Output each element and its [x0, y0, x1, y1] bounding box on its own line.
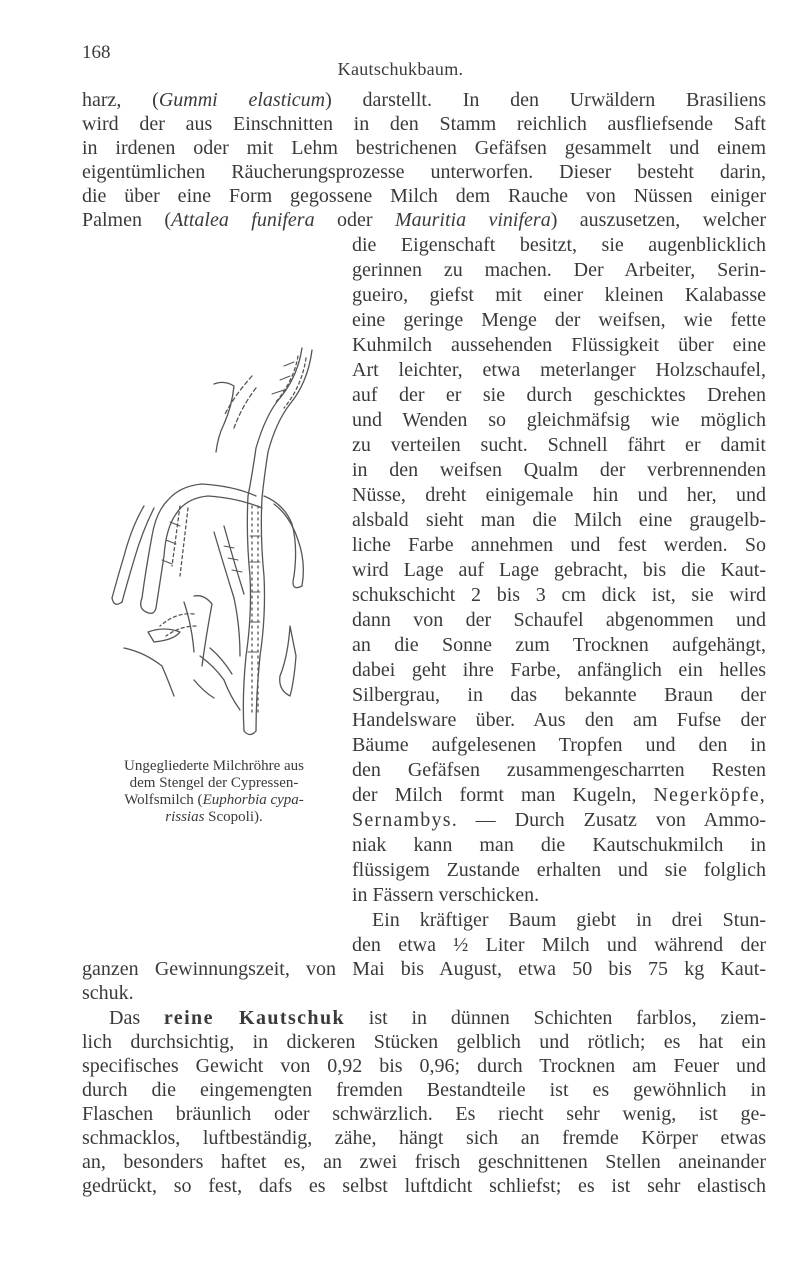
text-line: Bäume aufgelesenen Tropfen und den in: [352, 734, 766, 756]
text-line: eigentümlichen Räucherungsprozesse unterworfen. Dieser besteht darin,: [82, 161, 766, 183]
text-line: niak kann man die Kautschukmilch in: [352, 834, 766, 856]
text-line: Kuhmilch aussehenden Flüssigkeit über eine: [352, 334, 766, 356]
text-line: Nüsse, dreht einigemale hin und her, und: [352, 484, 766, 506]
text-line: Flaschen bräunlich oder schwärzlich. Es riecht sehr wenig, ist ge-: [82, 1103, 766, 1125]
text-line: specifisches Gewicht von 0,92 bis 0,96; durch Trocknen am Feuer und: [82, 1055, 766, 1077]
caption-line: Wolfsmilch (Euphorbia cypa-: [124, 792, 304, 808]
text-line: eine geringe Menge der weifsen, wie fette: [352, 309, 766, 331]
text-line: wird Lage auf Lage gebracht, bis die Kaut-: [352, 559, 766, 581]
text-line: Silbergrau, in das bekannte Braun der: [352, 684, 766, 706]
caption-line: dem Stengel der Cypressen-: [129, 775, 299, 791]
text-line: Sernambys. — Durch Zusatz von Ammo-: [352, 809, 766, 831]
text-line: in irdenen oder mit Lehm bestrichenen Gefäfsen gesammelt und einem: [82, 137, 766, 159]
text-line: lich durchsichtig, in dickeren Stücken gelblich und rötlich; es hat ein: [82, 1031, 766, 1053]
text-line: wird der aus Einschnitten in den Stamm reichlich ausfliefsende Saft: [82, 113, 766, 135]
text-line: in Fässern verschicken.: [352, 884, 540, 906]
text-line: gueiro, giefst mit einer kleinen Kalabasse: [352, 284, 766, 306]
text-line: an die Sonne zum Trocknen aufgehängt,: [352, 634, 766, 656]
text-line: an, besonders haftet es, an zwei frisch geschnittenen Stellen aneinander: [82, 1151, 766, 1173]
text-line: schuk.: [82, 982, 134, 1004]
text-line: Ein kräftiger Baum giebt in drei Stun-: [372, 909, 766, 931]
caption-line: rissias Scopoli).: [165, 809, 263, 825]
text-line: der Milch formt man Kugeln, Negerköpfe,: [352, 784, 766, 806]
text-line: dabei geht ihre Farbe, anfänglich ein helles: [352, 659, 766, 681]
text-line: gerinnen zu machen. Der Arbeiter, Serin-: [352, 259, 766, 281]
text-line: den etwa ½ Liter Milch und während der: [352, 934, 766, 956]
text-line: und Wenden so gleichmäfsig wie möglich: [352, 409, 766, 431]
text-line: in den weifsen Qualm der verbrennenden: [352, 459, 766, 481]
text-line: Art leichter, etwa meterlanger Holzschaufel,: [352, 359, 766, 381]
text-line: auf der er sie durch geschicktes Drehen: [352, 384, 766, 406]
text-line: gedrückt, so fest, dafs es selbst luftdicht schliefst; es ist sehr elastisch: [82, 1175, 766, 1197]
text-line: harz, (Gummi elasticum) darstellt. In den Urwäldern Brasiliens: [82, 89, 766, 111]
text-line: alsbald sieht man die Milch eine graugelb-: [352, 509, 766, 531]
text-line: schmacklos, luftbeständig, zähe, hängt sich an fremde Körper etwas: [82, 1127, 766, 1149]
page-number: 168: [82, 42, 111, 63]
text-line: den Gefäfsen zusammengescharrten Resten: [352, 759, 766, 781]
text-line: zu verteilen sucht. Schnell fährt er damit: [352, 434, 766, 456]
text-line: die über eine Form gegossene Milch dem Rauche von Nüssen einiger: [82, 185, 766, 207]
text-line: Handelsware über. Aus den am Fufse der: [352, 709, 766, 731]
figure-caption: [80, 758, 348, 826]
text-line: ganzen Gewinnungszeit, von Mai bis August, etwa 50 bis 75 kg Kaut-: [82, 958, 766, 980]
text-line: dann von der Schaufel abgenommen und: [352, 609, 766, 631]
text-line: Palmen (Attalea funifera oder Mauritia vinifera) auszusetzen, welcher: [82, 209, 767, 231]
text-line: die Eigenschaft besitzt, sie augenblicklich: [352, 234, 766, 256]
running-title: Kautschukbaum.: [337, 59, 464, 79]
text-line: flüssigem Zustande erhalten und sie folglich: [352, 859, 766, 881]
text-line: schukschicht 2 bis 3 cm dick ist, sie wird: [352, 584, 766, 606]
caption-line: Ungegliederte Milchröhre aus: [124, 758, 304, 774]
text-line: durch die eingemengten fremden Bestandteile ist es gewöhnlich in: [82, 1079, 766, 1101]
text-line: liche Farbe annehmen und fest werden. So: [352, 534, 766, 556]
text-line: Das reine Kautschuk ist in dünnen Schichten farblos, ziem-: [109, 1007, 766, 1029]
milk-tube-illustration-icon: [84, 336, 350, 756]
